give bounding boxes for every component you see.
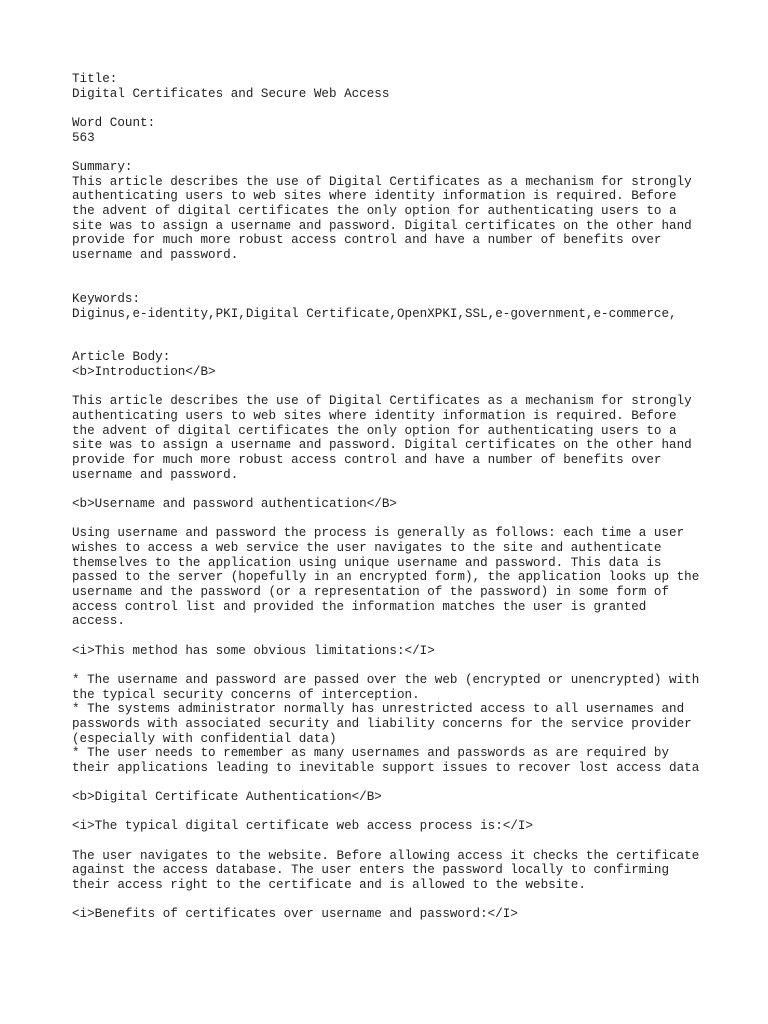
document-line [72, 101, 712, 116]
document-line: passwords with associated security and liability concerns for the service provider [72, 716, 692, 731]
document-line [72, 834, 712, 849]
document-line: provide for much more robust access control and have a number of benefits over [72, 233, 662, 248]
document-line [72, 380, 712, 395]
document-line: passed to the server (hopefully in an encrypted form), the application looks up the [72, 570, 700, 585]
document-line: Using username and password the process is generally as follows: each time a user [72, 526, 685, 541]
document-line: wishes to access a web service the user navigates to the site and authenticate [72, 541, 662, 555]
document-line: This article describes the use of Digital Certificates as a mechanism for strongly [72, 394, 692, 409]
document-line: against the access database. The user enters the password locally to confirming [72, 863, 670, 878]
document-line: <i>Benefits of certificates over username and password:</I> [72, 907, 518, 922]
document-line: the typical security concerns of interception. [72, 687, 420, 702]
document-line: access. [72, 614, 125, 629]
document-line [72, 321, 712, 336]
document-line [72, 893, 712, 908]
document-line: authenticating users to web sites where identity information is required. Before [72, 409, 677, 424]
document-line: provide for much more robust access control and have a number of benefits over [72, 453, 662, 468]
document-line [72, 658, 712, 673]
document-line: Article Body: [72, 350, 171, 365]
document-line [72, 482, 712, 497]
document-line: username and password. [72, 247, 239, 262]
document-line [72, 145, 712, 160]
document-line: Title: [72, 72, 118, 86]
document-line: site was to assign a username and password. Digital certificates on the other hand [72, 438, 692, 453]
document-line [72, 263, 712, 278]
document-line: access control list and provided the information matches the user is granted [72, 599, 647, 614]
document-line: Word Count: [72, 115, 156, 130]
document-line: 563 [72, 130, 95, 145]
document-line [72, 805, 712, 820]
document-line: authenticating users to web sites where identity information is required. Before [72, 189, 677, 204]
document-line: * The systems administrator normally has unrestricted access to all usernames and [72, 702, 685, 717]
document-line: Keywords: [72, 291, 141, 306]
document-line: * The username and password are passed over the web (encrypted or unencrypted) with [72, 672, 700, 687]
document-line: The user navigates to the website. Before allowing access it checks the certificate [72, 848, 700, 863]
document-line: themselves to the application using unique username and password. This data is [72, 555, 662, 570]
document-line: <b>Introduction</B> [72, 365, 216, 380]
document-line: username and the password (or a representation of the password) in some form of [72, 584, 670, 599]
document-line: Summary: [72, 159, 133, 174]
document-line [72, 277, 712, 292]
document-line: their applications leading to inevitable support issues to recover lost access data [72, 760, 700, 775]
document-line: the advent of digital certificates the only option for authenticating users to a [72, 423, 677, 438]
document-line: site was to assign a username and password. Digital certificates on the other hand [72, 218, 692, 233]
document-line: Digital Certificates and Secure Web Access [72, 86, 390, 101]
document-page [72, 72, 712, 922]
document-line: <i>The typical digital certificate web access process is:</I> [72, 819, 534, 834]
document-line [72, 336, 712, 351]
document-line: (especially with confidential data) [72, 731, 337, 746]
document-line [72, 512, 712, 527]
document-line [72, 629, 712, 644]
document-line: This article describes the use of Digital Certificates as a mechanism for strongly [72, 174, 692, 189]
document-line: <b>Digital Certificate Authentication</B> [72, 790, 382, 805]
document-line: Diginus,e-identity,PKI,Digital Certificate,OpenXPKI,SSL,e-government,e-commerce, [72, 306, 677, 321]
document-line [72, 776, 712, 791]
document-line: the advent of digital certificates the only option for authenticating users to a [72, 203, 677, 218]
document-line: <i>This method has some obvious limitations:</I> [72, 643, 435, 658]
document-line: <b>Username and password authentication</B> [72, 497, 397, 512]
document-line: their access right to the certificate and is allowed to the website. [72, 878, 586, 893]
document-line: username and password. [72, 467, 239, 482]
document-line: * The user needs to remember as many usernames and passwords as are required by [72, 746, 670, 761]
